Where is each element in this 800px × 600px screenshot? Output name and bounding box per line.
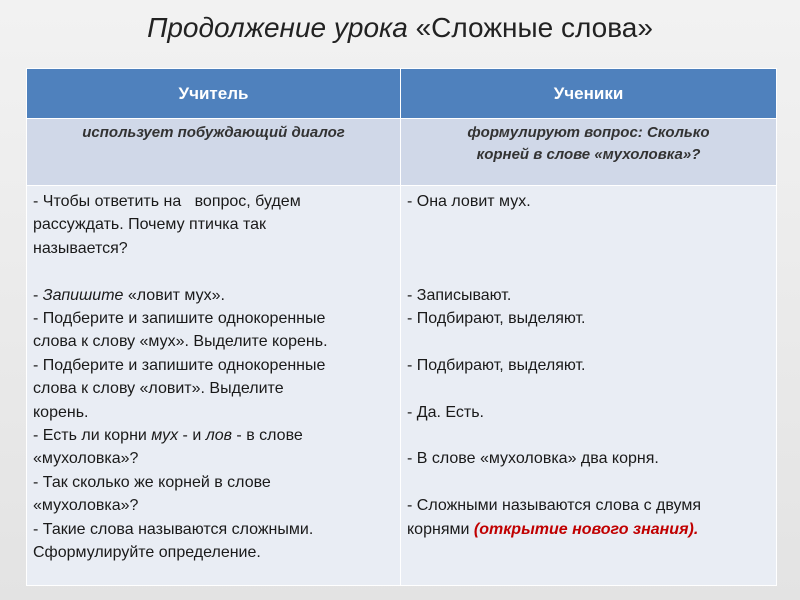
spacer: [407, 377, 770, 400]
student-line-7: - Сложными называются слова с двумя: [407, 497, 701, 515]
student-line-2: - Записывают.: [407, 286, 512, 304]
page-title: [0, 8, 800, 48]
header-students: Ученики: [401, 69, 777, 119]
spacer: [407, 424, 770, 447]
teacher-line-10-e: - в слове: [231, 427, 303, 445]
teacher-line-7: - Подберите и запишите однокоренные: [33, 356, 326, 374]
teacher-line-8: слова к слову «ловит». Выделите: [33, 380, 284, 398]
spacer: [407, 471, 770, 494]
teacher-line-10-a: - Есть ли корни: [33, 427, 152, 445]
teacher-line-4-dash: -: [33, 286, 43, 304]
subheader-students: [401, 119, 777, 186]
title-part-2: «Сложные слова»: [415, 12, 653, 43]
teacher-line-4-verb: Запишите: [42, 286, 124, 304]
teacher-line-10: [33, 424, 394, 447]
teacher-line-11: «мухоловка»?: [33, 450, 139, 468]
teacher-line-12: - Так сколько же корней в слове: [33, 473, 271, 491]
subheader-row: [27, 119, 777, 186]
student-line-8: [407, 518, 770, 541]
subheader-teacher: [27, 119, 401, 186]
teacher-line-13: «мухоловка»?: [33, 497, 139, 515]
teacher-line-4: [33, 284, 394, 307]
header-row: [27, 69, 777, 119]
student-line-3: - Подбирают, выделяют.: [407, 310, 586, 327]
teacher-line-5: - Подберите и запишите однокоренные: [33, 310, 326, 328]
spacer: [407, 330, 770, 353]
spacer: [407, 213, 770, 283]
teacher-line-1: - Чтобы ответить на вопрос, будем: [33, 193, 301, 210]
student-line-1: - Она ловит мух.: [407, 193, 531, 210]
lesson-table: [26, 68, 777, 586]
subheader-students-line-2: корней в слове «мухоловка»?: [476, 146, 701, 163]
teacher-line-14: - Такие слова называются сложными.: [33, 520, 314, 538]
teacher-cell: [27, 186, 401, 586]
teacher-line-10-c: - и: [178, 427, 206, 445]
students-cell: [401, 186, 777, 586]
student-line-6: - В слове «мухоловка» два корня.: [407, 450, 659, 468]
teacher-line-15: Сформулируйте определение.: [33, 544, 261, 562]
teacher-line-2: рассуждать. Почему птичка так: [33, 216, 267, 234]
student-line-4: - Подбирают, выделяют.: [407, 356, 586, 374]
body-row: [27, 186, 777, 586]
subheader-students-line-1: формулируют вопрос: Сколько: [467, 124, 710, 141]
title-part-1: Продолжение урока: [147, 12, 416, 43]
teacher-line-6: слова к слову «мух». Выделите корень.: [33, 333, 328, 351]
teacher-line-4-rest: «ловит мух».: [123, 286, 225, 304]
student-line-8-text: корнями: [407, 520, 474, 538]
teacher-line-10-lov: лов: [205, 427, 232, 445]
spacer: [33, 260, 394, 283]
teacher-line-3: называется?: [33, 239, 128, 257]
new-knowledge-highlight: (открытие нового знания).: [473, 520, 699, 538]
student-line-5: - Да. Есть.: [407, 403, 484, 421]
header-teacher: Учитель: [27, 69, 401, 119]
subheader-teacher-text: использует побуждающий диалог: [82, 124, 345, 141]
teacher-line-10-mux: мух: [151, 427, 179, 445]
teacher-line-9: корень.: [33, 403, 89, 421]
